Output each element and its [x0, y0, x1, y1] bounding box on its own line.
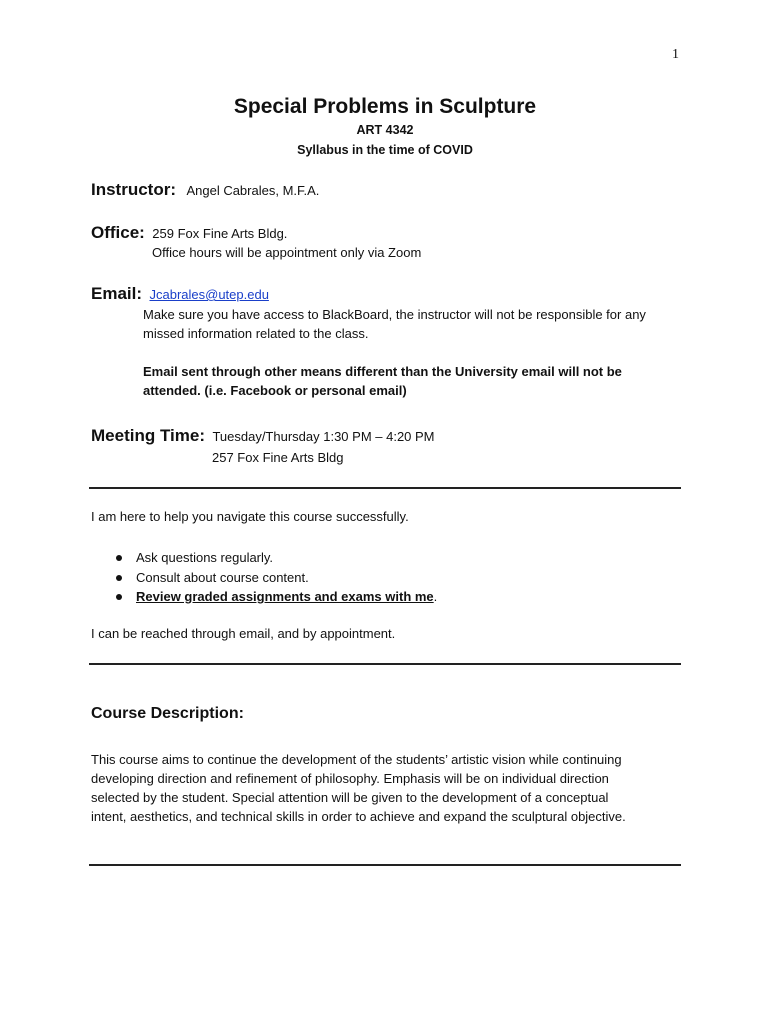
help-reach: I can be reached through email, and by appointment. [91, 626, 396, 641]
bullet-icon [116, 555, 122, 561]
list-item [108, 548, 437, 568]
email-warning-line-1: Email sent through other means different than the University email will not be [143, 364, 622, 379]
course-description-heading: Course Description: [91, 705, 244, 722]
instructor-value: Angel Cabrales, M.F.A. [186, 183, 320, 198]
document-title: Special Problems in Sculpture [233, 95, 537, 118]
course-description-line: selected by the student. Special attention will be given to the development of a conceptual [91, 790, 609, 805]
course-description-body [91, 750, 691, 826]
email-note-line-1: Make sure you have access to BlackBoard, the instructor will not be responsible for any [143, 307, 646, 322]
course-code: ART 4342 [356, 123, 414, 137]
meeting-row [91, 426, 435, 446]
course-description-line: intent, aesthetics, and technical skills in order to achieve and expand the sculptural objective. [91, 809, 626, 824]
document-subtitle: Syllabus in the time of COVID [297, 143, 473, 157]
divider [89, 864, 681, 866]
help-intro: I am here to help you navigate this course successfully. [91, 509, 409, 524]
instructor-row [91, 180, 319, 200]
divider [89, 487, 681, 489]
bullet-icon [116, 594, 122, 600]
email-note-line-2: missed information related to the class. [143, 326, 369, 341]
instructor-label: Instructor: [91, 180, 176, 199]
list-item [108, 568, 437, 588]
meeting-label: Meeting Time: [91, 426, 205, 445]
office-label: Office: [91, 223, 145, 242]
office-value: 259 Fox Fine Arts Bldg. [152, 226, 288, 241]
page-number: 1 [672, 47, 679, 62]
help-bullet-list [108, 548, 437, 607]
bullet-text: Consult about course content. [136, 569, 309, 585]
email-label: Email: [91, 284, 143, 303]
email-warning-line-2: attended. (i.e. Facebook or personal email) [143, 383, 407, 398]
divider [89, 663, 681, 665]
list-item [108, 587, 437, 607]
email-row [91, 284, 269, 304]
bullet-suffix: . [433, 589, 438, 604]
meeting-time: Tuesday/Thursday 1:30 PM – 4:20 PM [212, 429, 435, 444]
course-description-line: developing direction and refinement of philosophy. Emphasis will be on individual direction [91, 771, 609, 786]
bullet-text-emphasis: Review graded assignments and exams with me [136, 589, 434, 604]
course-description-line: This course aims to continue the development of the students’ artistic vision while continuing [91, 752, 622, 767]
bullet-text: Ask questions regularly. [136, 550, 274, 565]
email-link[interactable]: Jcabrales@utep.edu [149, 287, 269, 302]
office-hours: Office hours will be appointment only via Zoom [152, 245, 422, 260]
office-row [91, 223, 287, 243]
bullet-icon [116, 575, 122, 581]
meeting-location: 257 Fox Fine Arts Bldg [212, 450, 344, 465]
